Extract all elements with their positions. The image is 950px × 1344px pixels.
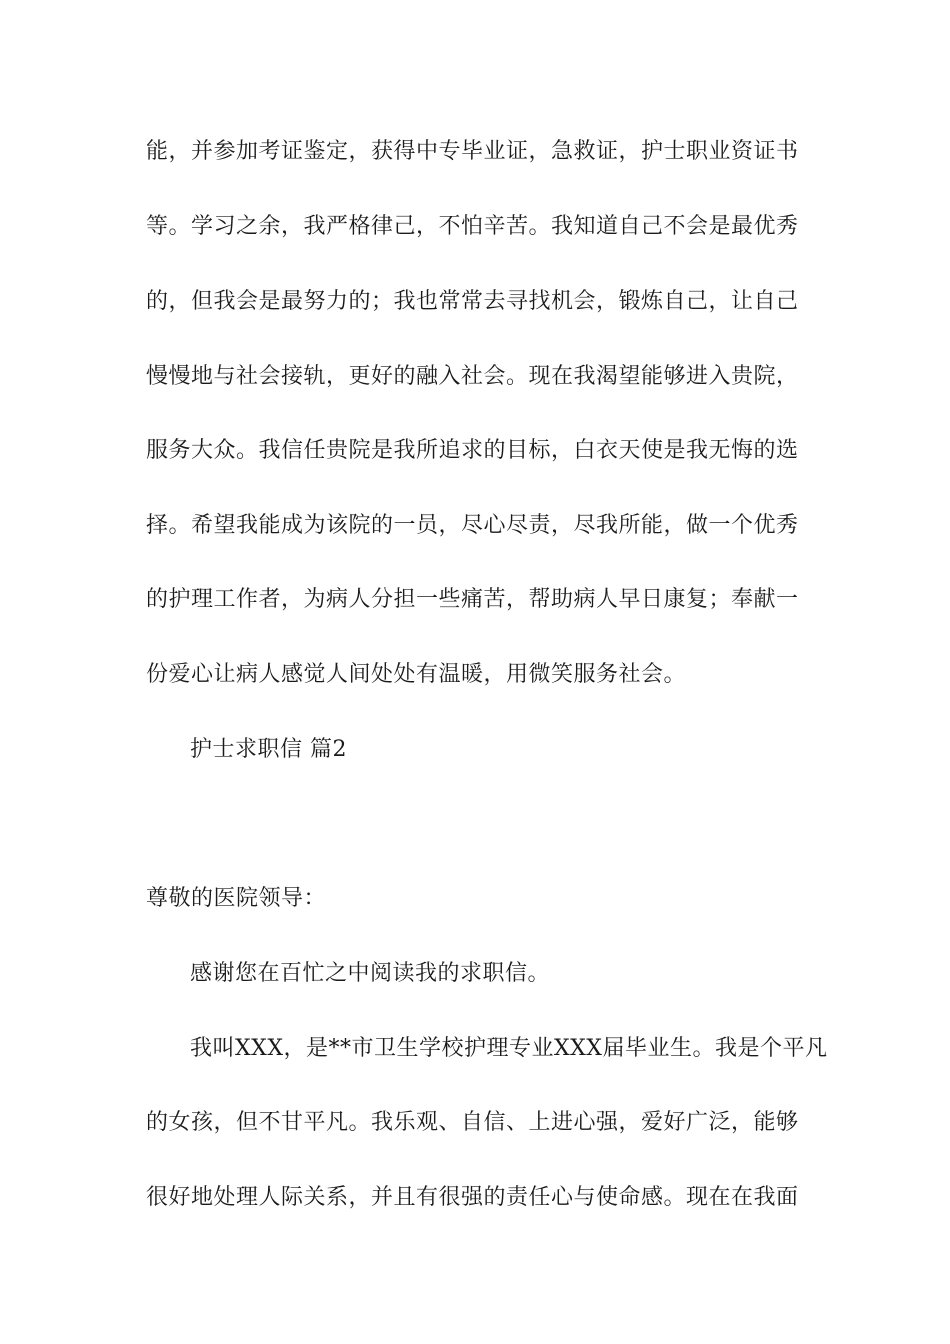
section-heading: 护士求职信 篇2 [190,737,347,762]
paragraph-line: 很好地处理人际关系，并且有很强的责任心与使命感。现在在我面 [146,1185,799,1210]
salutation: 尊敬的医院领导： [146,886,327,911]
paragraph-line: 份爱心让病人感觉人间处处有温暖，用微笑服务社会。 [146,662,687,687]
paragraph-line: 的，但我会是最努力的；我也常常去寻找机会，锻炼自己，让自己 [146,289,799,314]
paragraph-line: 感谢您在百忙之中阅读我的求职信。 [190,961,551,986]
paragraph-line: 的女孩，但不甘平凡。我乐观、自信、上进心强，爱好广泛，能够 [146,1110,799,1135]
paragraph-line: 服务大众。我信任贵院是我所追求的目标，白衣天使是我无悔的选 [146,438,799,463]
paragraph-line: 择。希望我能成为该院的一员，尽心尽责，尽我所能，做一个优秀 [146,513,799,538]
paragraph-line: 慢慢地与社会接轨，更好的融入社会。现在我渴望能够进入贵院， [146,364,799,389]
paragraph-line: 的护理工作者，为病人分担一些痛苦，帮助病人早日康复；奉献一 [146,587,799,612]
paragraph-line: 等。学习之余，我严格律己，不怕辛苦。我知道自己不会是最优秀 [146,214,799,239]
paragraph-line: 能，并参加考证鉴定，获得中专毕业证，急救证，护士职业资证书 [146,139,799,164]
paragraph-line: 我叫XXX，是**市卫生学校护理专业XXX届毕业生。我是个平凡 [190,1036,828,1061]
